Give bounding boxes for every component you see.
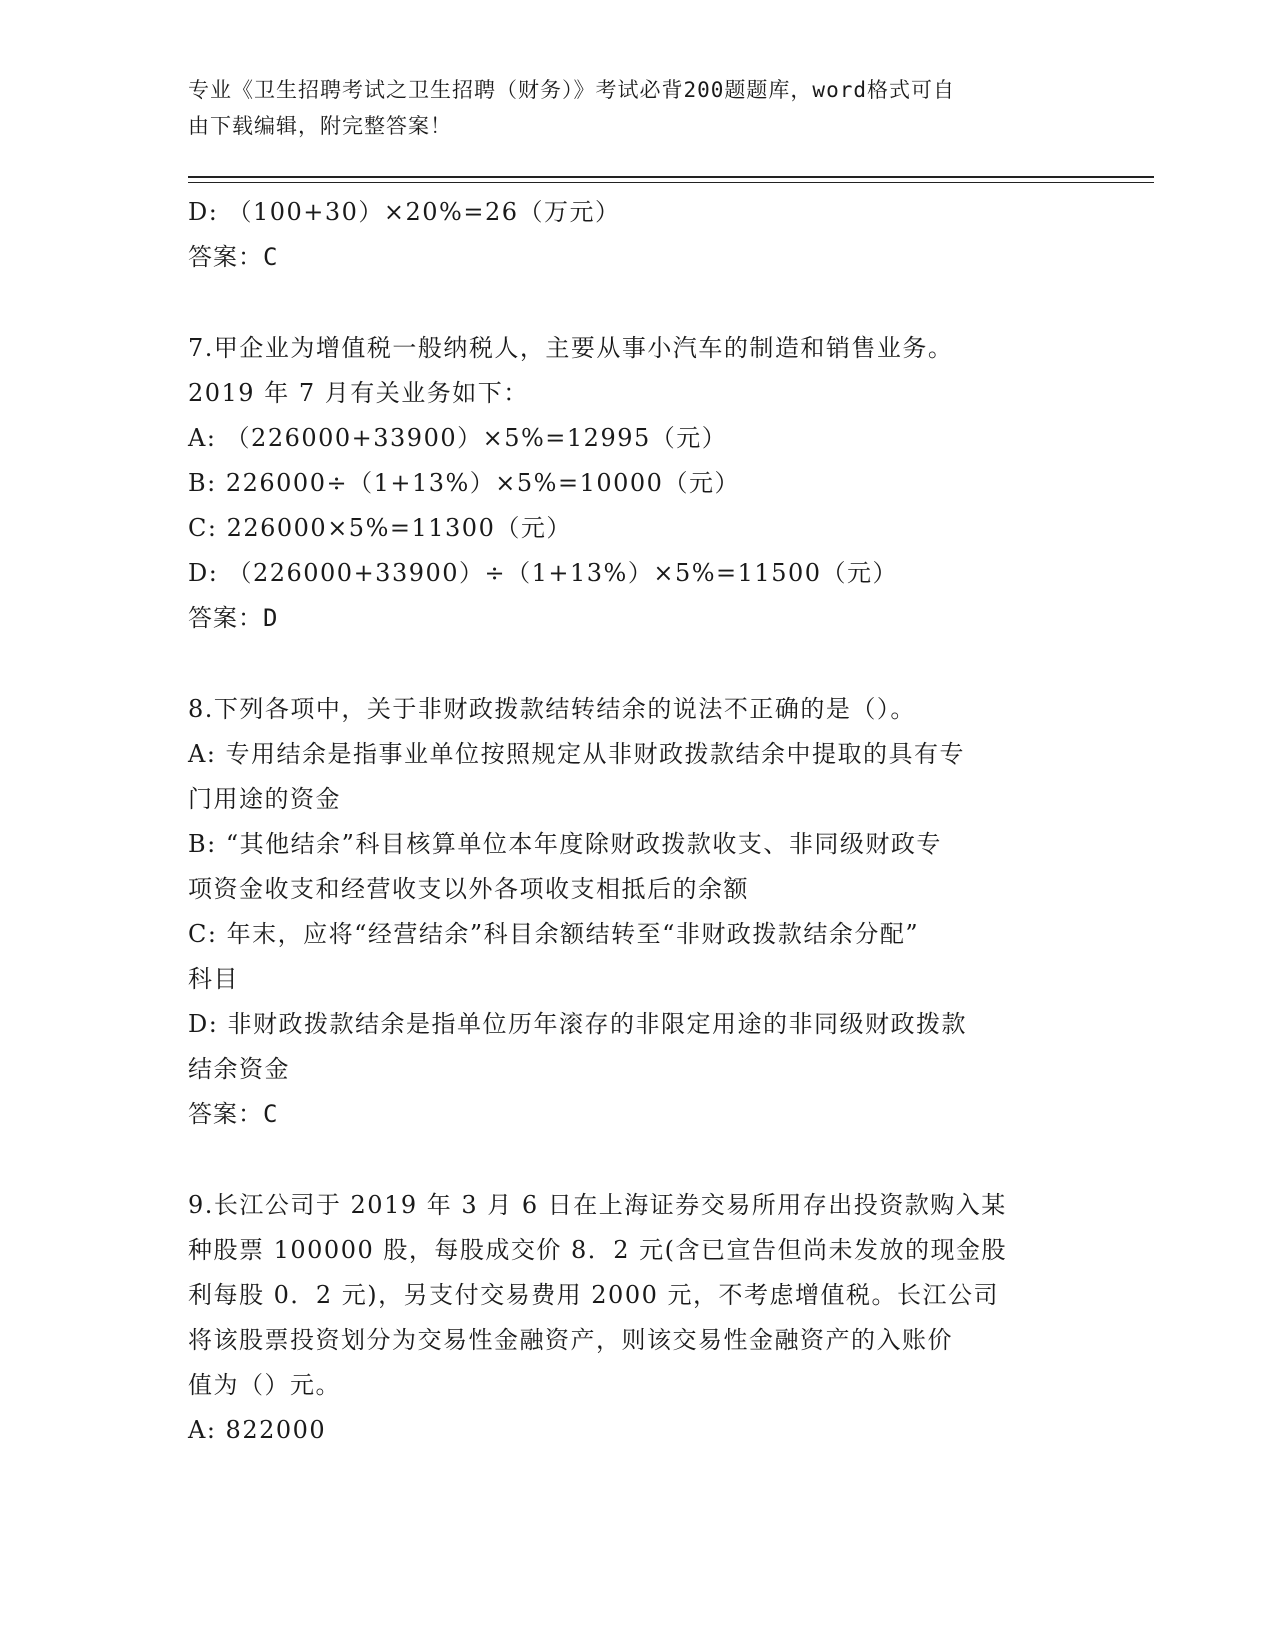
q8-option-c-line-1: C: 年末，应将“经营结余”科目余额结转至“非财政拨款结余分配” [188,920,920,948]
document-header [188,72,1068,144]
header-rule-thick [188,176,1154,178]
q8-option-b-line-1: B: “其他结余”科目核算单位本年度除财政拨款收支、非同级财政专 [188,830,942,858]
q7-option-b: B: 226000÷（1+13%）×5%=10000（元） [188,469,740,497]
q8-option-c-line-2: 科目 [188,965,239,993]
q6-answer: 答案：C [188,243,279,271]
q9-stem-line-3: 利每股 0．2 元)，另支付交易费用 2000 元，不考虑增值税。长江公司 [188,1281,999,1309]
spacer [188,1137,1088,1183]
q7-answer: 答案：D [188,604,279,632]
q8-option-a-line-2: 门用途的资金 [188,785,341,813]
q7-option-c: C: 226000×5%=11300（元） [188,514,572,542]
q9-stem-line-5: 值为（）元。 [188,1371,341,1399]
q8-option-b-line-2: 项资金收支和经营收支以外各项收支相抵后的余额 [188,875,749,903]
q9-stem-line-1: 9.长江公司于 2019 年 3 月 6 日在上海证券交易所用存出投资款购入某 [188,1191,1007,1219]
q9-stem-line-4: 将该股票投资划分为交易性金融资产，则该交易性金融资产的入账价 [188,1326,953,1354]
q9-option-a: A: 822000 [188,1416,327,1444]
q7-option-d: D: （226000+33900）÷（1+13%）×5%=11500（元） [188,559,899,587]
spacer [188,280,1088,326]
q8-option-d-line-1: D: 非财政拨款结余是指单位历年滚存的非限定用途的非同级财政拨款 [188,1010,967,1038]
q7-stem-line-1: 7.甲企业为增值税一般纳税人，主要从事小汽车的制造和销售业务。 [188,334,954,362]
header-title-line-2: 由下载编辑，附完整答案！ [188,114,452,138]
q8-option-d-line-2: 结余资金 [188,1055,290,1083]
document-body [188,190,1088,1453]
q8-option-a-line-1: A: 专用结余是指事业单位按照规定从非财政拨款结余中提取的具有专 [188,740,966,768]
spacer [188,641,1088,687]
header-title-line-1: 专业《卫生招聘考试之卫生招聘（财务）》考试必背200题题库，word格式可自 [188,78,955,102]
q7-option-a: A: （226000+33900）×5%=12995（元） [188,424,728,452]
q6-option-d: D: （100+30）×20%=26（万元） [188,198,621,226]
q7-stem-line-2: 2019 年 7 月有关业务如下： [188,379,529,407]
q8-answer: 答案：C [188,1100,279,1128]
q8-stem: 8.下列各项中，关于非财政拨款结转结余的说法不正确的是（）。 [188,695,916,723]
q9-stem-line-2: 种股票 100000 股，每股成交价 8．2 元(含已宣告但尚未发放的现金股 [188,1236,1008,1264]
header-rule-thin [188,182,1154,183]
